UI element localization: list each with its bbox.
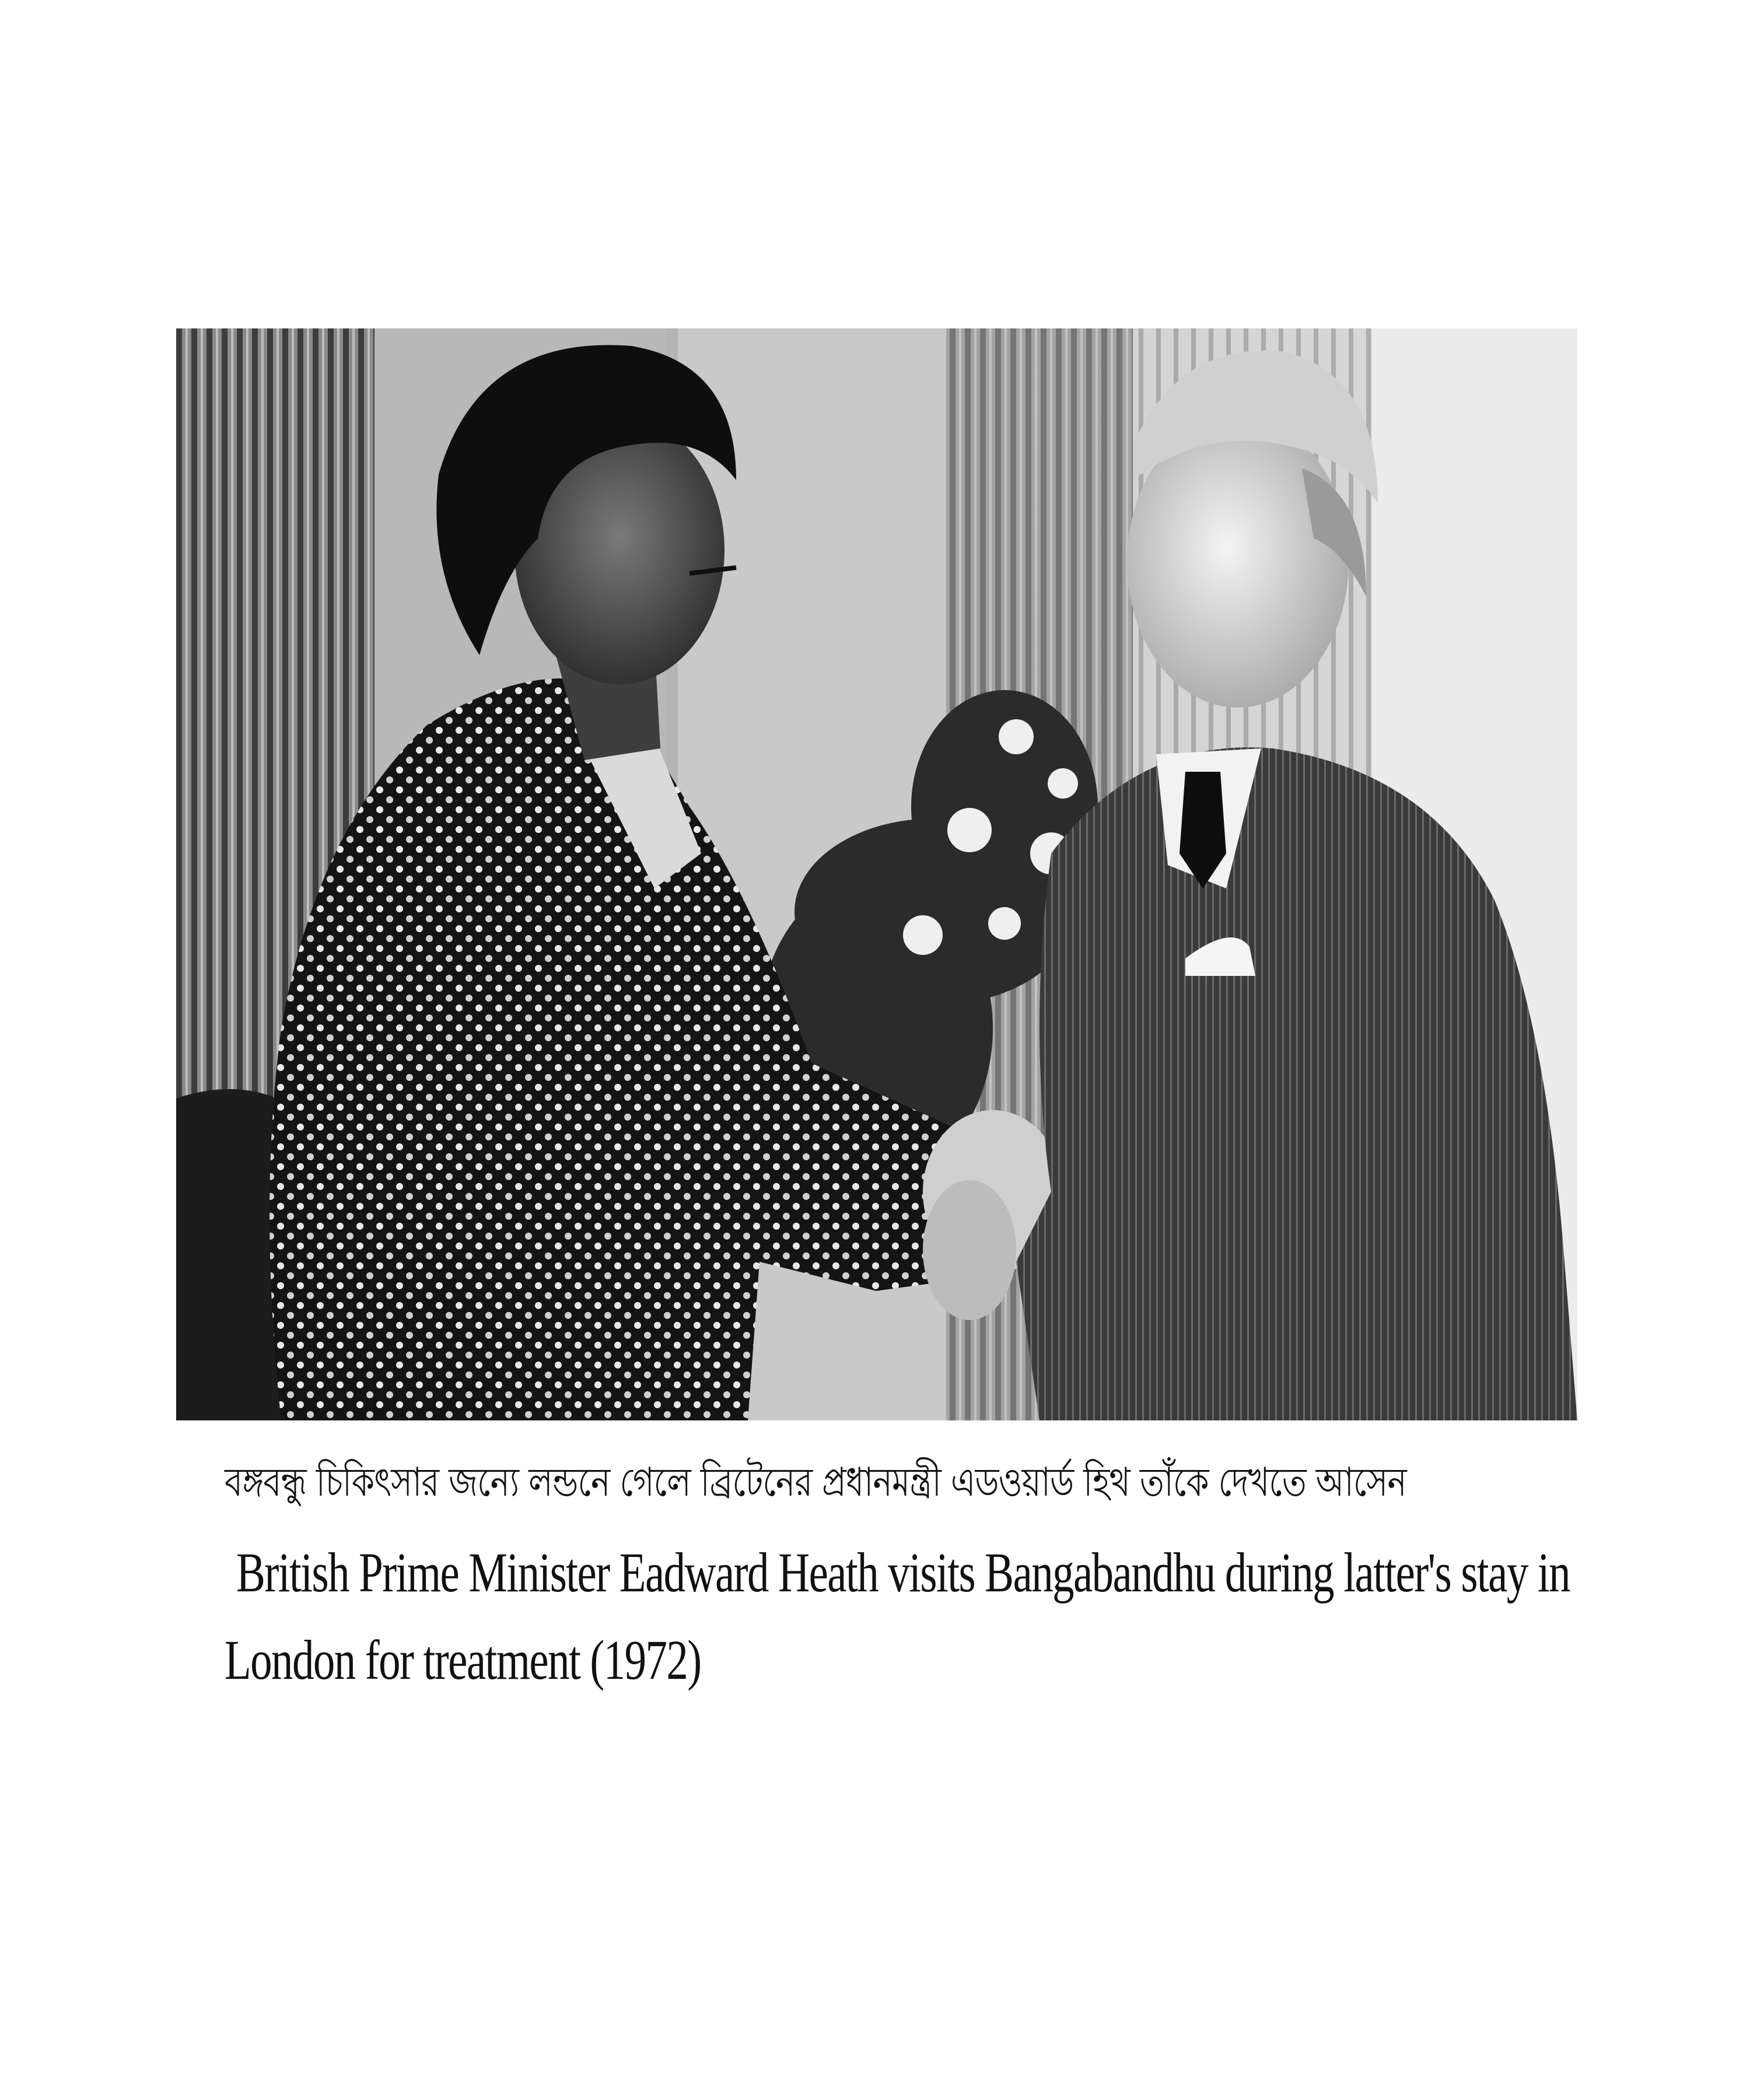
- caption-bengali: বঙ্গবন্ধু চিকিৎসার জন্যে লন্ডনে গেলে ব্রিটেনের প্রধানমন্ত্রী এডওয়ার্ড হিথ তাঁকে দেখতে আসেন: [225, 1460, 1406, 1506]
- caption-english-line-2: London for treatment (1972): [225, 1629, 701, 1691]
- caption-english-line-1: British Prime Minister Eadward Heath visits Bangabandhu during latter's stay in: [236, 1541, 1570, 1604]
- historical-photo: [176, 328, 1577, 1420]
